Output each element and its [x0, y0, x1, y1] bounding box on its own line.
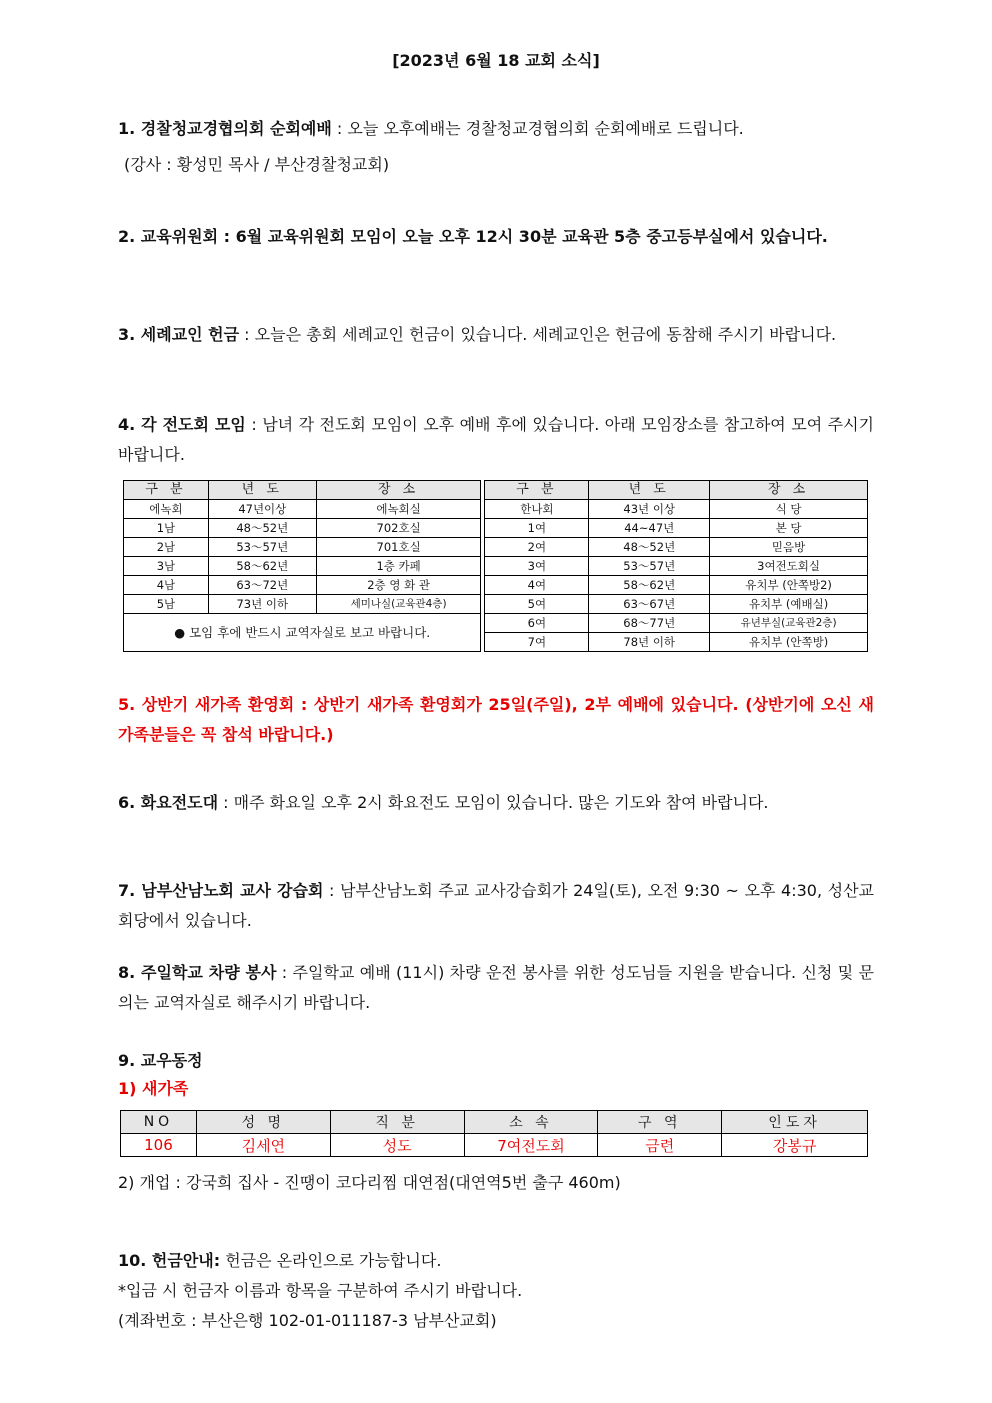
opening-notice: 2) 개업 : 강국희 집사 - 진땡이 코다리찜 대연점(대연역5번 출구 460m): [118, 1173, 621, 1192]
table-row: 5남 73년 이하 세미나실(교육관4층) 5여 63～67년 유치부 (예배실): [124, 595, 868, 614]
notice-6: 6. 화요전도대 : 매주 화요일 오후 2시 화요전도 모임이 있습니다. 많은 기도와 참여 바랍니다.: [118, 793, 769, 812]
page-title: [2023년 6월 18 교회 소식]: [392, 51, 600, 70]
notice-3: 3. 세례교인 헌금 : 오늘은 총회 세례교인 헌금이 있습니다. 세례교인은 헌금에 동참해 주시기 바랍니다.: [118, 325, 837, 344]
report-note: ● 모임 후에 반드시 교역자실로 보고 바랍니다.: [124, 614, 481, 652]
table-row: ● 모임 후에 반드시 교역자실로 보고 바랍니다. 6여 68～77년 유년부실(교육관2층): [124, 614, 868, 633]
notice-8: 8. 주일학교 차량 봉사 : 주일학교 예배 (11시) 차량 운전 봉사를 위한 성도님들 지원을 받습니다. 신청 및 문의는 교역자실로 해주시기 바랍니다.: [118, 963, 874, 1012]
bank-account: (계좌번호 : 부산은행 102-01-011187-3 남부산교회): [118, 1311, 497, 1330]
notice-4: 4. 각 전도회 모임 : 남녀 각 전도회 모임이 오후 예배 후에 있습니다. 아래 모임장소를 참고하여 모여 주시기 바랍니다.: [118, 415, 874, 464]
table-row: 4남 63～72년 2층 영 화 관 4여 58～62년 유치부 (안쪽방2): [124, 576, 868, 595]
notice-9: 9. 교우동정: [118, 1051, 203, 1070]
meeting-place-table: [123, 480, 868, 652]
table-row: 에녹회 47년이상 에녹회실 한나회 43년 이상 식 당: [124, 500, 868, 519]
notice-1-speaker: (강사 : 황성민 목사 / 부산경찰청교회): [124, 155, 390, 174]
offering-instruction: *입금 시 헌금자 이름과 항목을 구분하여 주시기 바랍니다.: [118, 1281, 523, 1300]
notice-5: 5. 상반기 새가족 환영회 : 상반기 새가족 환영회가 25일(주일), 2부 예배에 있습니다. (상반기에 오신 새가족분들은 꼭 참석 바랍니다.): [118, 695, 874, 744]
table-row: 106 김세연 성도 7여전도회 금련 강봉규: [121, 1134, 868, 1157]
meeting-table-header: 구 분 년 도 장 소 구 분 년 도 장 소: [124, 481, 868, 500]
notice-2: 2. 교육위원회 : 6월 교육위원회 모임이 오늘 오후 12시 30분 교육관 5층 중고등부실에서 있습니다.: [118, 227, 828, 246]
table-row: 2남 53～57년 701호실 2여 48～52년 믿음방: [124, 538, 868, 557]
table-row: 1남 48～52년 702호실 1여 44~47년 본 당: [124, 519, 868, 538]
new-family-header: NO 성 명 직 분 소 속 구 역 인도자: [121, 1111, 868, 1134]
new-family-label: 1) 새가족: [118, 1079, 189, 1098]
table-row: 3남 58～62년 1층 카페 3여 53～57년 3여전도회실: [124, 557, 868, 576]
table-row: 7여 78년 이하 유치부 (안쪽방): [124, 633, 868, 652]
notice-10: 10. 헌금안내: 헌금은 온라인으로 가능합니다.: [118, 1251, 442, 1270]
notice-1: 1. 경찰청교경협의회 순회예배 : 오늘 오후예배는 경찰청교경협의회 순회예배로 드립니다.: [118, 119, 744, 138]
notice-7: 7. 남부산남노회 교사 강습회 : 남부산남노회 주교 교사강습회가 24일(토), 오전 9:30 ~ 오후 4:30, 성산교회당에서 있습니다.: [118, 881, 874, 930]
new-family-table: [120, 1110, 868, 1157]
